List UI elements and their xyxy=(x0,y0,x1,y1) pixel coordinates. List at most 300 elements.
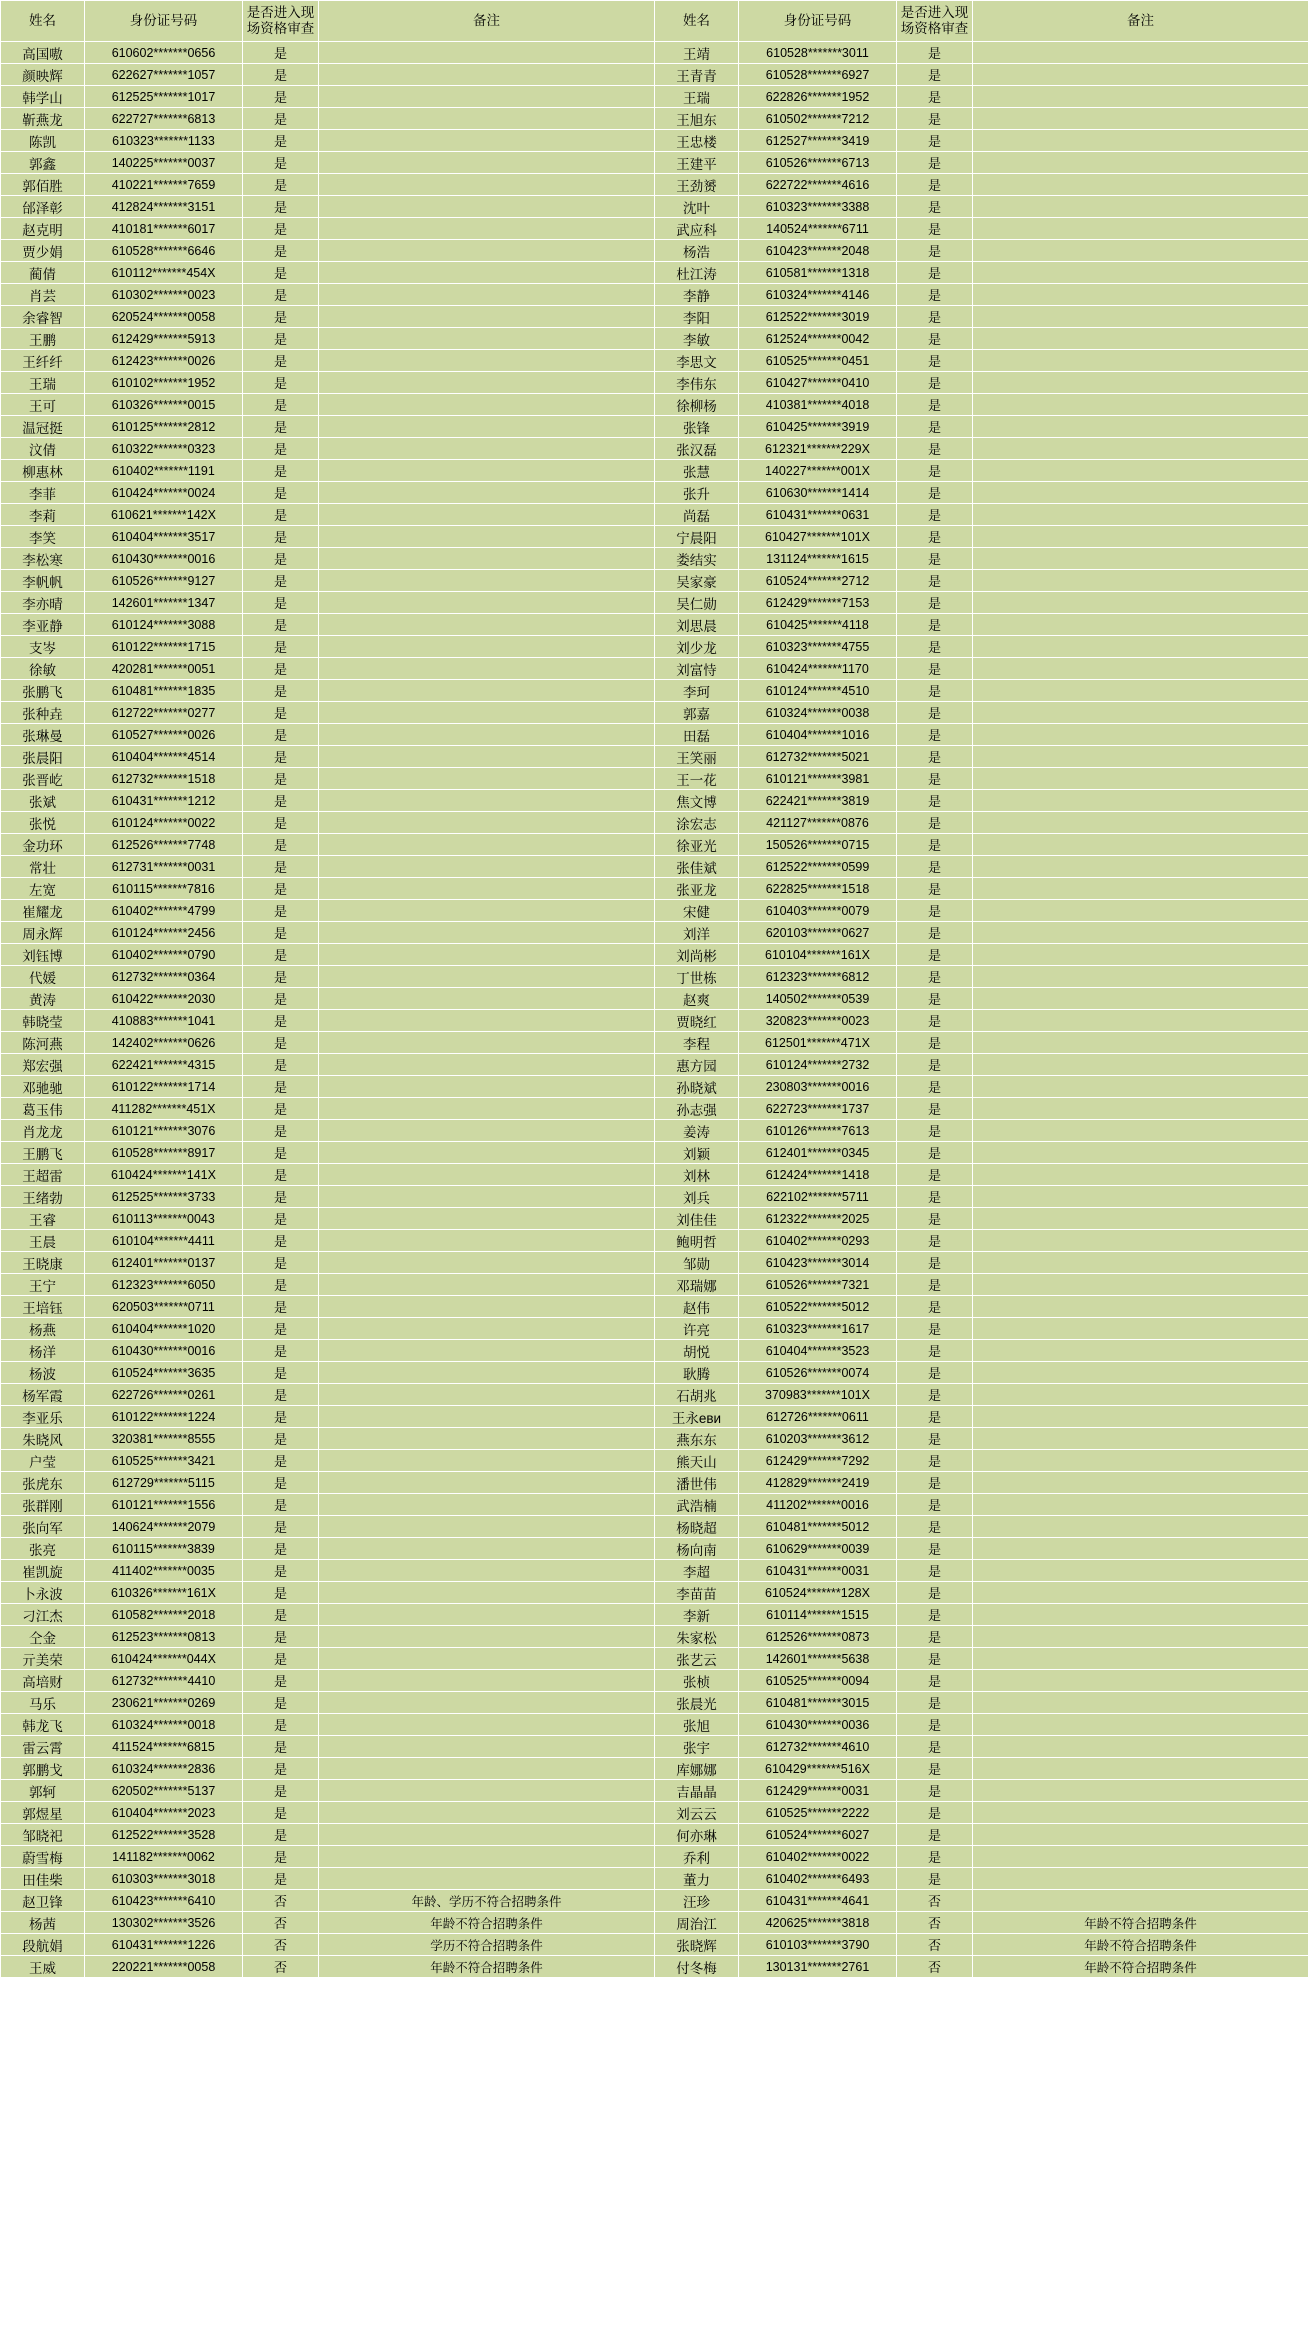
cell-id: 612401*******0345 xyxy=(739,1142,897,1164)
table-row xyxy=(1,790,1309,812)
cell-note xyxy=(319,174,655,196)
cell-id: 612527*******3419 xyxy=(739,130,897,152)
cell-name: 李亚静 xyxy=(1,614,85,636)
cell-note xyxy=(973,372,1309,394)
cell-id: 612522*******0599 xyxy=(739,856,897,878)
cell-name: 崔耀龙 xyxy=(1,900,85,922)
cell-name: 刁江杰 xyxy=(1,1604,85,1626)
cell-pass: 是 xyxy=(243,702,319,724)
cell-name: 张旭 xyxy=(655,1714,739,1736)
cell-id: 610121*******3981 xyxy=(739,768,897,790)
cell-note xyxy=(973,1120,1309,1142)
cell-name: 肖芸 xyxy=(1,284,85,306)
cell-id: 610323*******1133 xyxy=(85,130,243,152)
cell-pass: 是 xyxy=(897,1186,973,1208)
cell-pass: 是 xyxy=(243,1626,319,1648)
cell-note xyxy=(319,1384,655,1406)
cell-id: 610431*******0031 xyxy=(739,1560,897,1582)
cell-pass: 是 xyxy=(243,812,319,834)
cell-note xyxy=(973,1274,1309,1296)
cell-id: 610402*******4799 xyxy=(85,900,243,922)
cell-note xyxy=(319,724,655,746)
cell-pass: 是 xyxy=(243,174,319,196)
cell-note xyxy=(319,196,655,218)
cell-name: 李莉 xyxy=(1,504,85,526)
cell-pass: 是 xyxy=(897,1846,973,1868)
table-row xyxy=(1,350,1309,372)
cell-name: 张斌 xyxy=(1,790,85,812)
cell-id: 620524*******0058 xyxy=(85,306,243,328)
cell-note xyxy=(319,1560,655,1582)
cell-id: 610581*******1318 xyxy=(739,262,897,284)
cell-pass: 是 xyxy=(243,196,319,218)
cell-name: 鲍明哲 xyxy=(655,1230,739,1252)
cell-name: 董力 xyxy=(655,1868,739,1890)
cell-id: 610526*******0074 xyxy=(739,1362,897,1384)
cell-note xyxy=(319,1846,655,1868)
cell-name: 刘少龙 xyxy=(655,636,739,658)
table-row xyxy=(1,504,1309,526)
cell-id: 610124*******3088 xyxy=(85,614,243,636)
cell-note xyxy=(973,636,1309,658)
cell-pass: 是 xyxy=(243,790,319,812)
cell-pass: 是 xyxy=(897,1714,973,1736)
cell-id: 610629*******0039 xyxy=(739,1538,897,1560)
table-row xyxy=(1,438,1309,460)
cell-note xyxy=(973,988,1309,1010)
table-row xyxy=(1,64,1309,86)
cell-id: 612522*******3019 xyxy=(739,306,897,328)
cell-name: 贾少娟 xyxy=(1,240,85,262)
cell-id: 610103*******3790 xyxy=(739,1934,897,1956)
cell-name: 付冬梅 xyxy=(655,1956,739,1978)
cell-pass: 是 xyxy=(243,152,319,174)
cell-note xyxy=(319,306,655,328)
cell-name: 尚磊 xyxy=(655,504,739,526)
cell-id: 610121*******3076 xyxy=(85,1120,243,1142)
cell-pass: 否 xyxy=(897,1956,973,1978)
cell-pass: 是 xyxy=(897,1120,973,1142)
cell-note xyxy=(319,768,655,790)
cell-note xyxy=(973,768,1309,790)
cell-id: 610125*******2812 xyxy=(85,416,243,438)
cell-note xyxy=(319,284,655,306)
cell-note xyxy=(319,1670,655,1692)
cell-id: 610524*******3635 xyxy=(85,1362,243,1384)
cell-id: 142601*******1347 xyxy=(85,592,243,614)
cell-name: 张艺云 xyxy=(655,1648,739,1670)
cell-pass: 是 xyxy=(243,86,319,108)
cell-pass: 是 xyxy=(243,900,319,922)
cell-id: 612526*******0873 xyxy=(739,1626,897,1648)
cell-note xyxy=(319,790,655,812)
cell-name: 王靖 xyxy=(655,42,739,64)
table-row xyxy=(1,196,1309,218)
table-row xyxy=(1,1516,1309,1538)
cell-id: 610404*******4514 xyxy=(85,746,243,768)
cell-pass: 是 xyxy=(243,746,319,768)
cell-name: 张悦 xyxy=(1,812,85,834)
cell-pass: 是 xyxy=(897,570,973,592)
cell-name: 李松寒 xyxy=(1,548,85,570)
cell-name: 胡悦 xyxy=(655,1340,739,1362)
cell-name: 杜江涛 xyxy=(655,262,739,284)
cell-id: 622722*******4616 xyxy=(739,174,897,196)
cell-pass: 是 xyxy=(897,1428,973,1450)
cell-pass: 是 xyxy=(897,394,973,416)
cell-id: 620503*******0711 xyxy=(85,1296,243,1318)
cell-note xyxy=(973,1164,1309,1186)
cell-id: 610525*******3421 xyxy=(85,1450,243,1472)
table-row xyxy=(1,1604,1309,1626)
cell-id: 610402*******6493 xyxy=(739,1868,897,1890)
cell-id: 610502*******7212 xyxy=(739,108,897,130)
table-row xyxy=(1,1692,1309,1714)
cell-pass: 是 xyxy=(897,1824,973,1846)
cell-id: 612321*******229X xyxy=(739,438,897,460)
header-name-left: 姓名 xyxy=(1,1,85,42)
cell-id: 140227*******001X xyxy=(739,460,897,482)
table-row xyxy=(1,1472,1309,1494)
cell-name: 燕东东 xyxy=(655,1428,739,1450)
cell-name: 王笑丽 xyxy=(655,746,739,768)
cell-pass: 是 xyxy=(243,130,319,152)
cell-name: 柳惠林 xyxy=(1,460,85,482)
cell-id: 612501*******471X xyxy=(739,1032,897,1054)
cell-pass: 是 xyxy=(243,1692,319,1714)
cell-name: 赵爽 xyxy=(655,988,739,1010)
cell-note xyxy=(973,328,1309,350)
cell-id: 610602*******0656 xyxy=(85,42,243,64)
cell-pass: 是 xyxy=(243,1824,319,1846)
cell-name: 李帆帆 xyxy=(1,570,85,592)
cell-pass: 是 xyxy=(243,1846,319,1868)
cell-id: 230803*******0016 xyxy=(739,1076,897,1098)
cell-note xyxy=(973,240,1309,262)
cell-note xyxy=(973,350,1309,372)
cell-pass: 否 xyxy=(897,1912,973,1934)
cell-pass: 是 xyxy=(243,504,319,526)
cell-pass: 是 xyxy=(243,988,319,1010)
table-row xyxy=(1,1384,1309,1406)
cell-pass: 是 xyxy=(897,988,973,1010)
cell-name: 张晨光 xyxy=(655,1692,739,1714)
cell-pass: 是 xyxy=(243,680,319,702)
cell-note xyxy=(973,284,1309,306)
cell-name: 郭鑫 xyxy=(1,152,85,174)
cell-note xyxy=(319,1208,655,1230)
cell-id: 610430*******0016 xyxy=(85,1340,243,1362)
table-row xyxy=(1,328,1309,350)
table-row xyxy=(1,1120,1309,1142)
cell-note xyxy=(973,152,1309,174)
cell-pass: 是 xyxy=(243,922,319,944)
table-row xyxy=(1,922,1309,944)
cell-pass: 是 xyxy=(243,1780,319,1802)
cell-name: 张汉磊 xyxy=(655,438,739,460)
cell-note xyxy=(319,1098,655,1120)
cell-pass: 是 xyxy=(897,724,973,746)
cell-pass: 是 xyxy=(243,636,319,658)
cell-pass: 是 xyxy=(897,856,973,878)
cell-id: 612526*******7748 xyxy=(85,834,243,856)
table-header xyxy=(1,1,1309,42)
cell-name: 李程 xyxy=(655,1032,739,1054)
cell-note xyxy=(319,1824,655,1846)
cell-pass: 是 xyxy=(897,1560,973,1582)
cell-pass: 是 xyxy=(897,130,973,152)
cell-name: 张鹏飞 xyxy=(1,680,85,702)
cell-id: 420625*******3818 xyxy=(739,1912,897,1934)
cell-name: 韩龙飞 xyxy=(1,1714,85,1736)
cell-pass: 是 xyxy=(243,1516,319,1538)
table-row xyxy=(1,1274,1309,1296)
cell-id: 610322*******0323 xyxy=(85,438,243,460)
cell-note xyxy=(973,1736,1309,1758)
cell-name: 李新 xyxy=(655,1604,739,1626)
cell-id: 610323*******4755 xyxy=(739,636,897,658)
cell-pass: 是 xyxy=(243,1164,319,1186)
cell-name: 徐敏 xyxy=(1,658,85,680)
cell-name: 许亮 xyxy=(655,1318,739,1340)
cell-name: 贾晓红 xyxy=(655,1010,739,1032)
cell-name: 张晓辉 xyxy=(655,1934,739,1956)
cell-note xyxy=(319,1736,655,1758)
table-row xyxy=(1,900,1309,922)
cell-pass: 是 xyxy=(243,570,319,592)
table-row xyxy=(1,856,1309,878)
cell-pass: 是 xyxy=(243,1758,319,1780)
cell-pass: 是 xyxy=(897,482,973,504)
cell-name: 杨燕 xyxy=(1,1318,85,1340)
cell-name: 张种垚 xyxy=(1,702,85,724)
cell-note xyxy=(319,1340,655,1362)
cell-pass: 是 xyxy=(897,1648,973,1670)
cell-pass: 是 xyxy=(243,1428,319,1450)
cell-name: 吉晶晶 xyxy=(655,1780,739,1802)
cell-name: 张升 xyxy=(655,482,739,504)
cell-pass: 是 xyxy=(243,1604,319,1626)
cell-id: 421127*******0876 xyxy=(739,812,897,834)
cell-id: 410883*******1041 xyxy=(85,1010,243,1032)
cell-name: 潘世伟 xyxy=(655,1472,739,1494)
cell-name: 田佳柴 xyxy=(1,1868,85,1890)
cell-id: 610126*******7613 xyxy=(739,1120,897,1142)
cell-note: 年龄不符合招聘条件 xyxy=(973,1912,1309,1934)
cell-note xyxy=(973,218,1309,240)
cell-note xyxy=(319,1780,655,1802)
cell-name: 颜映辉 xyxy=(1,64,85,86)
cell-id: 610324*******0038 xyxy=(739,702,897,724)
cell-note xyxy=(973,1758,1309,1780)
table-row xyxy=(1,834,1309,856)
cell-pass: 是 xyxy=(897,812,973,834)
cell-name: 孙晓斌 xyxy=(655,1076,739,1098)
cell-note xyxy=(319,922,655,944)
cell-pass: 是 xyxy=(897,174,973,196)
cell-pass: 是 xyxy=(897,702,973,724)
cell-name: 王瑞 xyxy=(1,372,85,394)
cell-note xyxy=(973,878,1309,900)
cell-name: 石胡兆 xyxy=(655,1384,739,1406)
cell-id: 220221*******0058 xyxy=(85,1956,243,1978)
cell-name: 宁晨阳 xyxy=(655,526,739,548)
table-row xyxy=(1,680,1309,702)
cell-note xyxy=(319,658,655,680)
cell-id: 370983*******101X xyxy=(739,1384,897,1406)
cell-id: 610324*******2836 xyxy=(85,1758,243,1780)
cell-pass: 是 xyxy=(243,1384,319,1406)
cell-id: 610524*******6027 xyxy=(739,1824,897,1846)
cell-name: 韩晓莹 xyxy=(1,1010,85,1032)
cell-name: 李亦晴 xyxy=(1,592,85,614)
cell-id: 610423*******3014 xyxy=(739,1252,897,1274)
cell-note xyxy=(973,1362,1309,1384)
table-row xyxy=(1,724,1309,746)
table-row xyxy=(1,1208,1309,1230)
cell-note xyxy=(319,416,655,438)
cell-id: 610404*******1016 xyxy=(739,724,897,746)
cell-pass: 是 xyxy=(243,966,319,988)
cell-pass: 是 xyxy=(897,416,973,438)
cell-name: 邓驰驰 xyxy=(1,1076,85,1098)
cell-note xyxy=(973,1450,1309,1472)
cell-id: 612423*******0026 xyxy=(85,350,243,372)
cell-note xyxy=(973,1538,1309,1560)
cell-pass: 是 xyxy=(243,372,319,394)
cell-pass: 是 xyxy=(243,262,319,284)
table-body xyxy=(1,42,1309,1978)
cell-note xyxy=(319,1296,655,1318)
cell-pass: 否 xyxy=(897,1890,973,1912)
cell-id: 610326*******161X xyxy=(85,1582,243,1604)
cell-name: 王睿 xyxy=(1,1208,85,1230)
cell-pass: 是 xyxy=(897,1340,973,1362)
table-row xyxy=(1,570,1309,592)
cell-name: 王培钰 xyxy=(1,1296,85,1318)
cell-name: 王旭东 xyxy=(655,108,739,130)
cell-id: 610122*******1714 xyxy=(85,1076,243,1098)
table-row xyxy=(1,1780,1309,1802)
cell-id: 142402*******0626 xyxy=(85,1032,243,1054)
cell-id: 610323*******1617 xyxy=(739,1318,897,1340)
cell-name: 李敏 xyxy=(655,328,739,350)
cell-id: 230621*******0269 xyxy=(85,1692,243,1714)
cell-note xyxy=(319,702,655,724)
cell-name: 刘林 xyxy=(655,1164,739,1186)
cell-name: 杨波 xyxy=(1,1362,85,1384)
table-row xyxy=(1,746,1309,768)
cell-pass: 是 xyxy=(897,1208,973,1230)
cell-pass: 是 xyxy=(897,1604,973,1626)
cell-note xyxy=(319,394,655,416)
cell-id: 612732*******4610 xyxy=(739,1736,897,1758)
cell-name: 高培财 xyxy=(1,1670,85,1692)
cell-id: 410181*******6017 xyxy=(85,218,243,240)
cell-note xyxy=(319,746,655,768)
cell-id: 610303*******3018 xyxy=(85,1868,243,1890)
cell-note xyxy=(319,614,655,636)
cell-name: 王一花 xyxy=(655,768,739,790)
cell-name: 韩学山 xyxy=(1,86,85,108)
cell-id: 610324*******0018 xyxy=(85,1714,243,1736)
cell-id: 610203*******3612 xyxy=(739,1428,897,1450)
cell-id: 620103*******0627 xyxy=(739,922,897,944)
cell-note xyxy=(973,174,1309,196)
cell-id: 610528*******6927 xyxy=(739,64,897,86)
cell-name: 杨浩 xyxy=(655,240,739,262)
cell-pass: 是 xyxy=(897,262,973,284)
cell-name: 张晋屹 xyxy=(1,768,85,790)
cell-note xyxy=(319,86,655,108)
cell-note xyxy=(973,1582,1309,1604)
cell-note xyxy=(973,1560,1309,1582)
table-row xyxy=(1,460,1309,482)
cell-name: 赵伟 xyxy=(655,1296,739,1318)
cell-note xyxy=(319,1758,655,1780)
cell-note xyxy=(973,42,1309,64)
cell-pass: 是 xyxy=(897,878,973,900)
table-row xyxy=(1,1890,1309,1912)
cell-pass: 是 xyxy=(243,1142,319,1164)
cell-name: 肖龙龙 xyxy=(1,1120,85,1142)
cell-id: 612401*******0137 xyxy=(85,1252,243,1274)
cell-name: 刘兵 xyxy=(655,1186,739,1208)
cell-name: 崔凯旋 xyxy=(1,1560,85,1582)
cell-id: 610324*******4146 xyxy=(739,284,897,306)
cell-pass: 是 xyxy=(897,1274,973,1296)
cell-note xyxy=(319,1120,655,1142)
cell-note xyxy=(973,570,1309,592)
cell-name: 雷云霄 xyxy=(1,1736,85,1758)
cell-name: 刘钰博 xyxy=(1,944,85,966)
cell-id: 610326*******0015 xyxy=(85,394,243,416)
cell-note xyxy=(973,812,1309,834)
cell-pass: 是 xyxy=(243,1670,319,1692)
cell-id: 622726*******0261 xyxy=(85,1384,243,1406)
cell-note xyxy=(973,1010,1309,1032)
cell-name: 郭鹏戈 xyxy=(1,1758,85,1780)
cell-pass: 是 xyxy=(243,1208,319,1230)
cell-note xyxy=(319,130,655,152)
cell-id: 612323*******6812 xyxy=(739,966,897,988)
cell-id: 610302*******0023 xyxy=(85,284,243,306)
cell-name: 吴仁勋 xyxy=(655,592,739,614)
cell-pass: 是 xyxy=(243,1318,319,1340)
table-row xyxy=(1,1846,1309,1868)
cell-note xyxy=(973,1296,1309,1318)
cell-note xyxy=(319,504,655,526)
cell-pass: 是 xyxy=(897,944,973,966)
table-row xyxy=(1,416,1309,438)
cell-name: 黄涛 xyxy=(1,988,85,1010)
table-row xyxy=(1,394,1309,416)
cell-id: 610115*******3839 xyxy=(85,1538,243,1560)
cell-name: 李静 xyxy=(655,284,739,306)
cell-pass: 是 xyxy=(897,1758,973,1780)
table-row xyxy=(1,1054,1309,1076)
cell-id: 622727*******6813 xyxy=(85,108,243,130)
cell-name: 王威 xyxy=(1,1956,85,1978)
cell-pass: 是 xyxy=(243,394,319,416)
cell-name: 汶倩 xyxy=(1,438,85,460)
table-row xyxy=(1,548,1309,570)
cell-pass: 否 xyxy=(243,1890,319,1912)
cell-id: 410381*******4018 xyxy=(739,394,897,416)
cell-name: 焦文博 xyxy=(655,790,739,812)
cell-name: 张向军 xyxy=(1,1516,85,1538)
cell-name: 李笑 xyxy=(1,526,85,548)
